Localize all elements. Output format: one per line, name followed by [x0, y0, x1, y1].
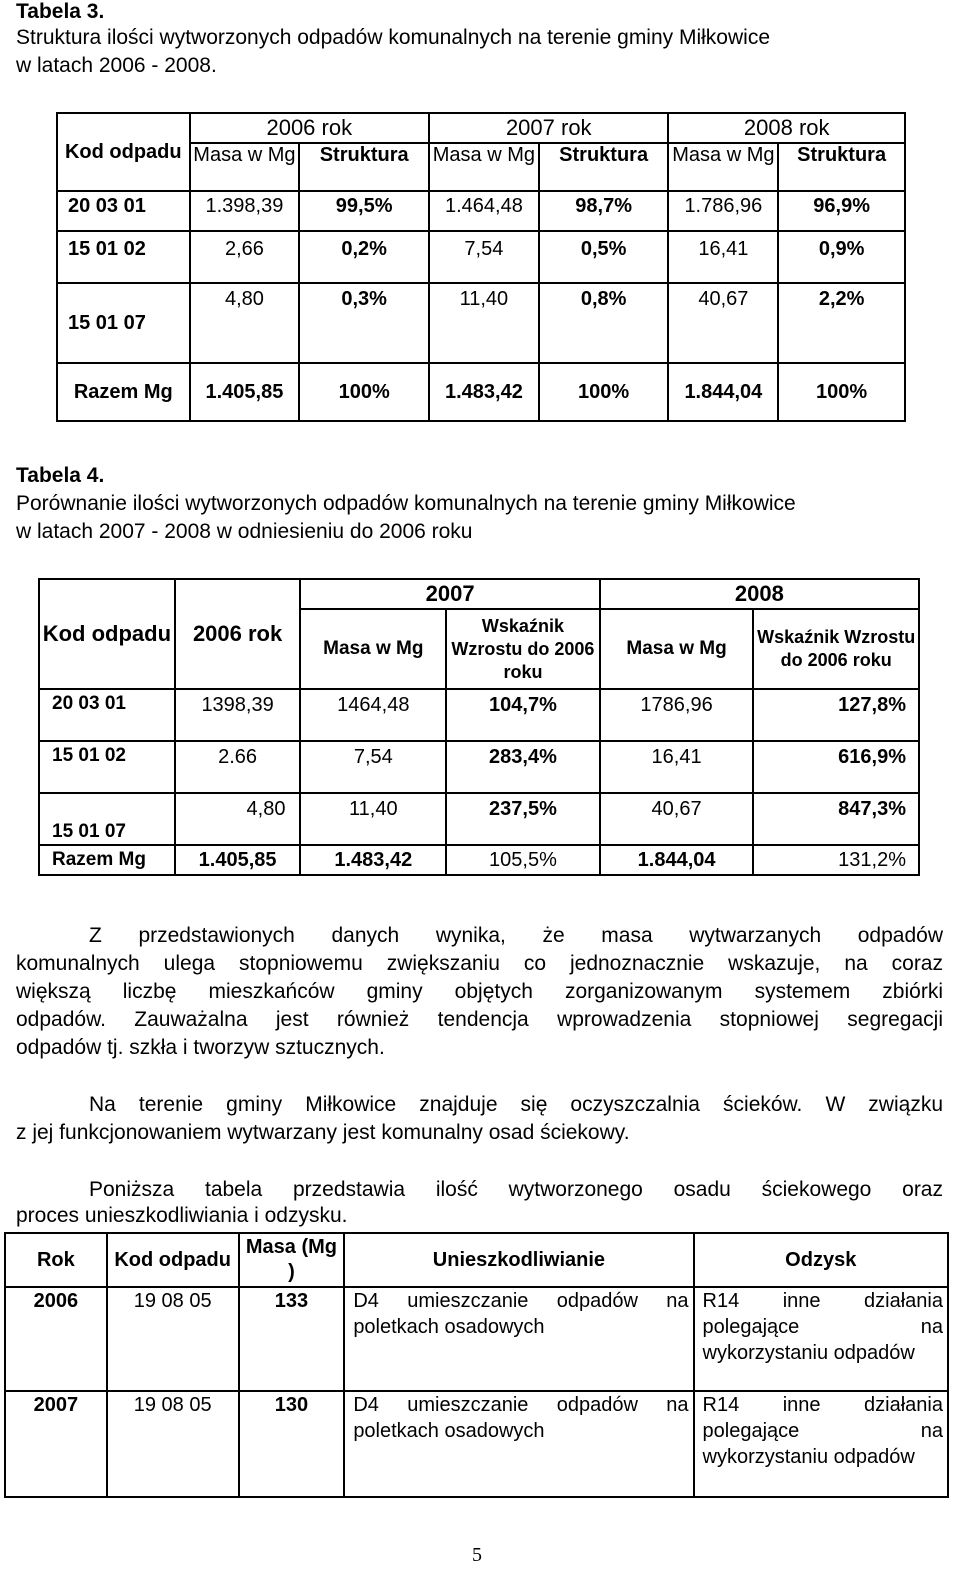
tabela4-row [39, 845, 919, 875]
tabela3-cell: 1.398,39 [190, 191, 300, 231]
tabela4-cell: 105,5% [446, 845, 600, 875]
tabela4-caption-line1: Porównanie ilości wytworzonych odpadów komunalnych na terenie gminy Miłkowice [16, 492, 796, 515]
paragraph-3 [16, 1176, 943, 1230]
tabela3-cell: 4,80 [190, 283, 300, 363]
osad-cell-unieszkodliwianie: D4 umieszczanie odpadów na poletkach osadowych [344, 1391, 693, 1497]
osad-cell-unieszkodliwianie: D4 umieszczanie odpadów na poletkach osadowych [344, 1287, 693, 1391]
tabela4-header-masa-2008: Masa w Mg [600, 609, 754, 689]
tabela3-table [56, 112, 906, 422]
osad-cell-masa: 130 [239, 1391, 345, 1497]
tabela4-label: Tabela 4. [16, 464, 105, 487]
tabela4-header-kod: Kod odpadu [39, 579, 175, 689]
tabela3-cell: 1.405,85 [190, 363, 300, 421]
tabela3-header-masa-2007: Masa w Mg [429, 143, 539, 191]
tabela3-row-kod: 20 03 01 [57, 191, 190, 231]
paragraph-1 [16, 922, 943, 1062]
tabela3-cell: 0,3% [299, 283, 429, 363]
tabela3-cell: 99,5% [299, 191, 429, 231]
tabela4-cell: 127,8% [753, 689, 919, 741]
tabela4-cell: 283,4% [446, 741, 600, 793]
tabela3-row [57, 231, 905, 283]
tabela3-header-masa-2008: Masa w Mg [668, 143, 778, 191]
tabela4-header-2008: 2008 [600, 579, 919, 609]
tabela3-cell: 2,2% [778, 283, 905, 363]
tabela4-cell: 2.66 [175, 741, 301, 793]
paragraph-fulltext-1 [0, 0, 1, 1]
osad-row [5, 1287, 948, 1391]
tabela4-cell: 16,41 [600, 741, 754, 793]
tabela3-cell: 1.483,42 [429, 363, 539, 421]
tabela3-label: Tabela 3. [16, 0, 105, 23]
osad-row [5, 1391, 948, 1497]
tabela4-cell: 1786,96 [600, 689, 754, 741]
tabela3-cell: 1.464,48 [429, 191, 539, 231]
tabela4-header-2006: 2006 rok [175, 579, 301, 689]
tabela4-header-masa-2007: Masa w Mg [300, 609, 446, 689]
tabela4-cell: 104,7% [446, 689, 600, 741]
tabela3-cell: 1.844,04 [668, 363, 778, 421]
osad-table [4, 1232, 949, 1498]
osad-header-rok: Rok [5, 1233, 107, 1287]
tabela4-cell: 1464,48 [300, 689, 446, 741]
tabela3-cell: 100% [778, 363, 905, 421]
tabela3-cell: 1.786,96 [668, 191, 778, 231]
tabela3-row-kod: 15 01 02 [57, 231, 190, 283]
tabela3-cell: 100% [299, 363, 429, 421]
tabela3-row [57, 283, 905, 363]
osad-cell-rok: 2006 [5, 1287, 107, 1391]
tabela3-caption-line1: Struktura ilości wytworzonych odpadów komunalnych na terenie gminy Miłkowice [16, 26, 771, 49]
tabela3-cell: 2,66 [190, 231, 300, 283]
tabela4-cell: 1.483,42 [300, 845, 446, 875]
tabela4-cell: 847,3% [753, 793, 919, 845]
tabela4-cell: 1.405,85 [175, 845, 301, 875]
tabela3-header-2008: 2008 rok [668, 113, 905, 143]
tabela4-header-2007: 2007 [300, 579, 599, 609]
tabela3-header-masa-2006: Masa w Mg [190, 143, 300, 191]
paragraph-fulltext-container [0, 0, 1, 1]
tabela3-row-kod: Razem Mg [57, 363, 190, 421]
tabela4-row [39, 741, 919, 793]
tabela4-row [39, 689, 919, 741]
tabela3-row [57, 191, 905, 231]
tabela3-row-kod: 15 01 07 [57, 283, 190, 363]
tabela3-header-struktura-2006: Struktura [299, 143, 429, 191]
osad-header-masa: Masa (Mg ) [239, 1233, 345, 1287]
tabela3-header-struktura-2007: Struktura [539, 143, 669, 191]
tabela4-header-wskaznik-2007: Wskaźnik Wzrostu do 2006 roku [446, 609, 600, 689]
paragraph-2 [16, 1091, 943, 1147]
tabela3-row [57, 363, 905, 421]
tabela4-cell: 4,80 [175, 793, 301, 845]
paragraph-line: Na terenie gminy Miłkowice znajduje się oczyszczalnia ścieków. W związku [89, 1093, 943, 1116]
tabela4-row-kod: 15 01 07 [39, 793, 175, 845]
tabela4-cell: 11,40 [300, 793, 446, 845]
tabela3-cell: 100% [539, 363, 669, 421]
paragraph-line: odpadów. Zauważalna jest również tendencja wprowadzenia stopniowej segregacji [16, 1008, 943, 1031]
tabela4-row [39, 793, 919, 845]
tabela3-cell: 96,9% [778, 191, 905, 231]
tabela3-header-kod: Kod odpadu [57, 113, 190, 191]
tabela3-cell: 0,8% [539, 283, 669, 363]
tabela4-table [38, 578, 920, 876]
osad-header-kod: Kod odpadu [107, 1233, 239, 1287]
tabela3-cell: 98,7% [539, 191, 669, 231]
osad-header-unieszkodliwianie: Unieszkodliwianie [344, 1233, 693, 1287]
tabela4-cell: 7,54 [300, 741, 446, 793]
tabela3-header-struktura-2008: Struktura [778, 143, 905, 191]
tabela3-cell: 0,5% [539, 231, 669, 283]
tabela3-cell: 0,9% [778, 231, 905, 283]
tabela4-cell: 616,9% [753, 741, 919, 793]
paragraph-line: większą liczbę mieszkańców gminy objętych zorganizowanym systemem zbiórki [16, 980, 943, 1003]
tabela4-cell: 131,2% [753, 845, 919, 875]
tabela4-cell: 237,5% [446, 793, 600, 845]
tabela3-header-2006: 2006 rok [190, 113, 429, 143]
paragraph-line: Z przedstawionych danych wynika, że masa wytwarzanych odpadów [89, 924, 943, 947]
osad-cell-kod: 19 08 05 [107, 1287, 239, 1391]
tabela4-row-kod: 15 01 02 [39, 741, 175, 793]
tabela3-cell: 7,54 [429, 231, 539, 283]
paragraph-line: komunalnych ulega stopniowemu zwiększaniu co jednoznacznie wskazuje, na coraz [16, 952, 943, 975]
tabela4-cell: 1398,39 [175, 689, 301, 741]
paragraph-line: z jej funkcjonowaniem wytwarzany jest komunalny osad ściekowy. [16, 1121, 630, 1144]
tabela3-cell: 40,67 [668, 283, 778, 363]
page-number: 5 [472, 1544, 482, 1566]
osad-header-odzysk: Odzysk [694, 1233, 948, 1287]
tabela3-header-2007: 2007 rok [429, 113, 668, 143]
tabela4-header-wskaznik-2008: Wskaźnik Wzrostu do 2006 roku [753, 609, 919, 689]
osad-cell-odzysk: R14 inne działania polegające na wykorzystaniu odpadów [694, 1287, 948, 1391]
osad-cell-masa: 133 [239, 1287, 345, 1391]
paragraph-line: proces unieszkodliwiania i odzysku. [16, 1204, 348, 1227]
tabela4-row-kod: 20 03 01 [39, 689, 175, 741]
osad-cell-odzysk: R14 inne działania polegające na wykorzystaniu odpadów [694, 1391, 948, 1497]
osad-cell-kod: 19 08 05 [107, 1391, 239, 1497]
tabela4-cell: 1.844,04 [600, 845, 754, 875]
tabela3-cell: 16,41 [668, 231, 778, 283]
tabela3-caption-line2: w latach 2006 - 2008. [16, 54, 217, 77]
osad-cell-rok: 2007 [5, 1391, 107, 1497]
tabela3-cell: 11,40 [429, 283, 539, 363]
tabela4-cell: 40,67 [600, 793, 754, 845]
tabela4-caption-line2: w latach 2007 - 2008 w odniesieniu do 2006 roku [16, 520, 473, 543]
tabela3-cell: 0,2% [299, 231, 429, 283]
paragraph-line: Poniższa tabela przedstawia ilość wytworzonego osadu ściekowego oraz [89, 1178, 943, 1201]
tabela4-row-kod: Razem Mg [39, 845, 175, 875]
paragraph-line: odpadów tj. szkła i tworzyw sztucznych. [16, 1036, 385, 1059]
